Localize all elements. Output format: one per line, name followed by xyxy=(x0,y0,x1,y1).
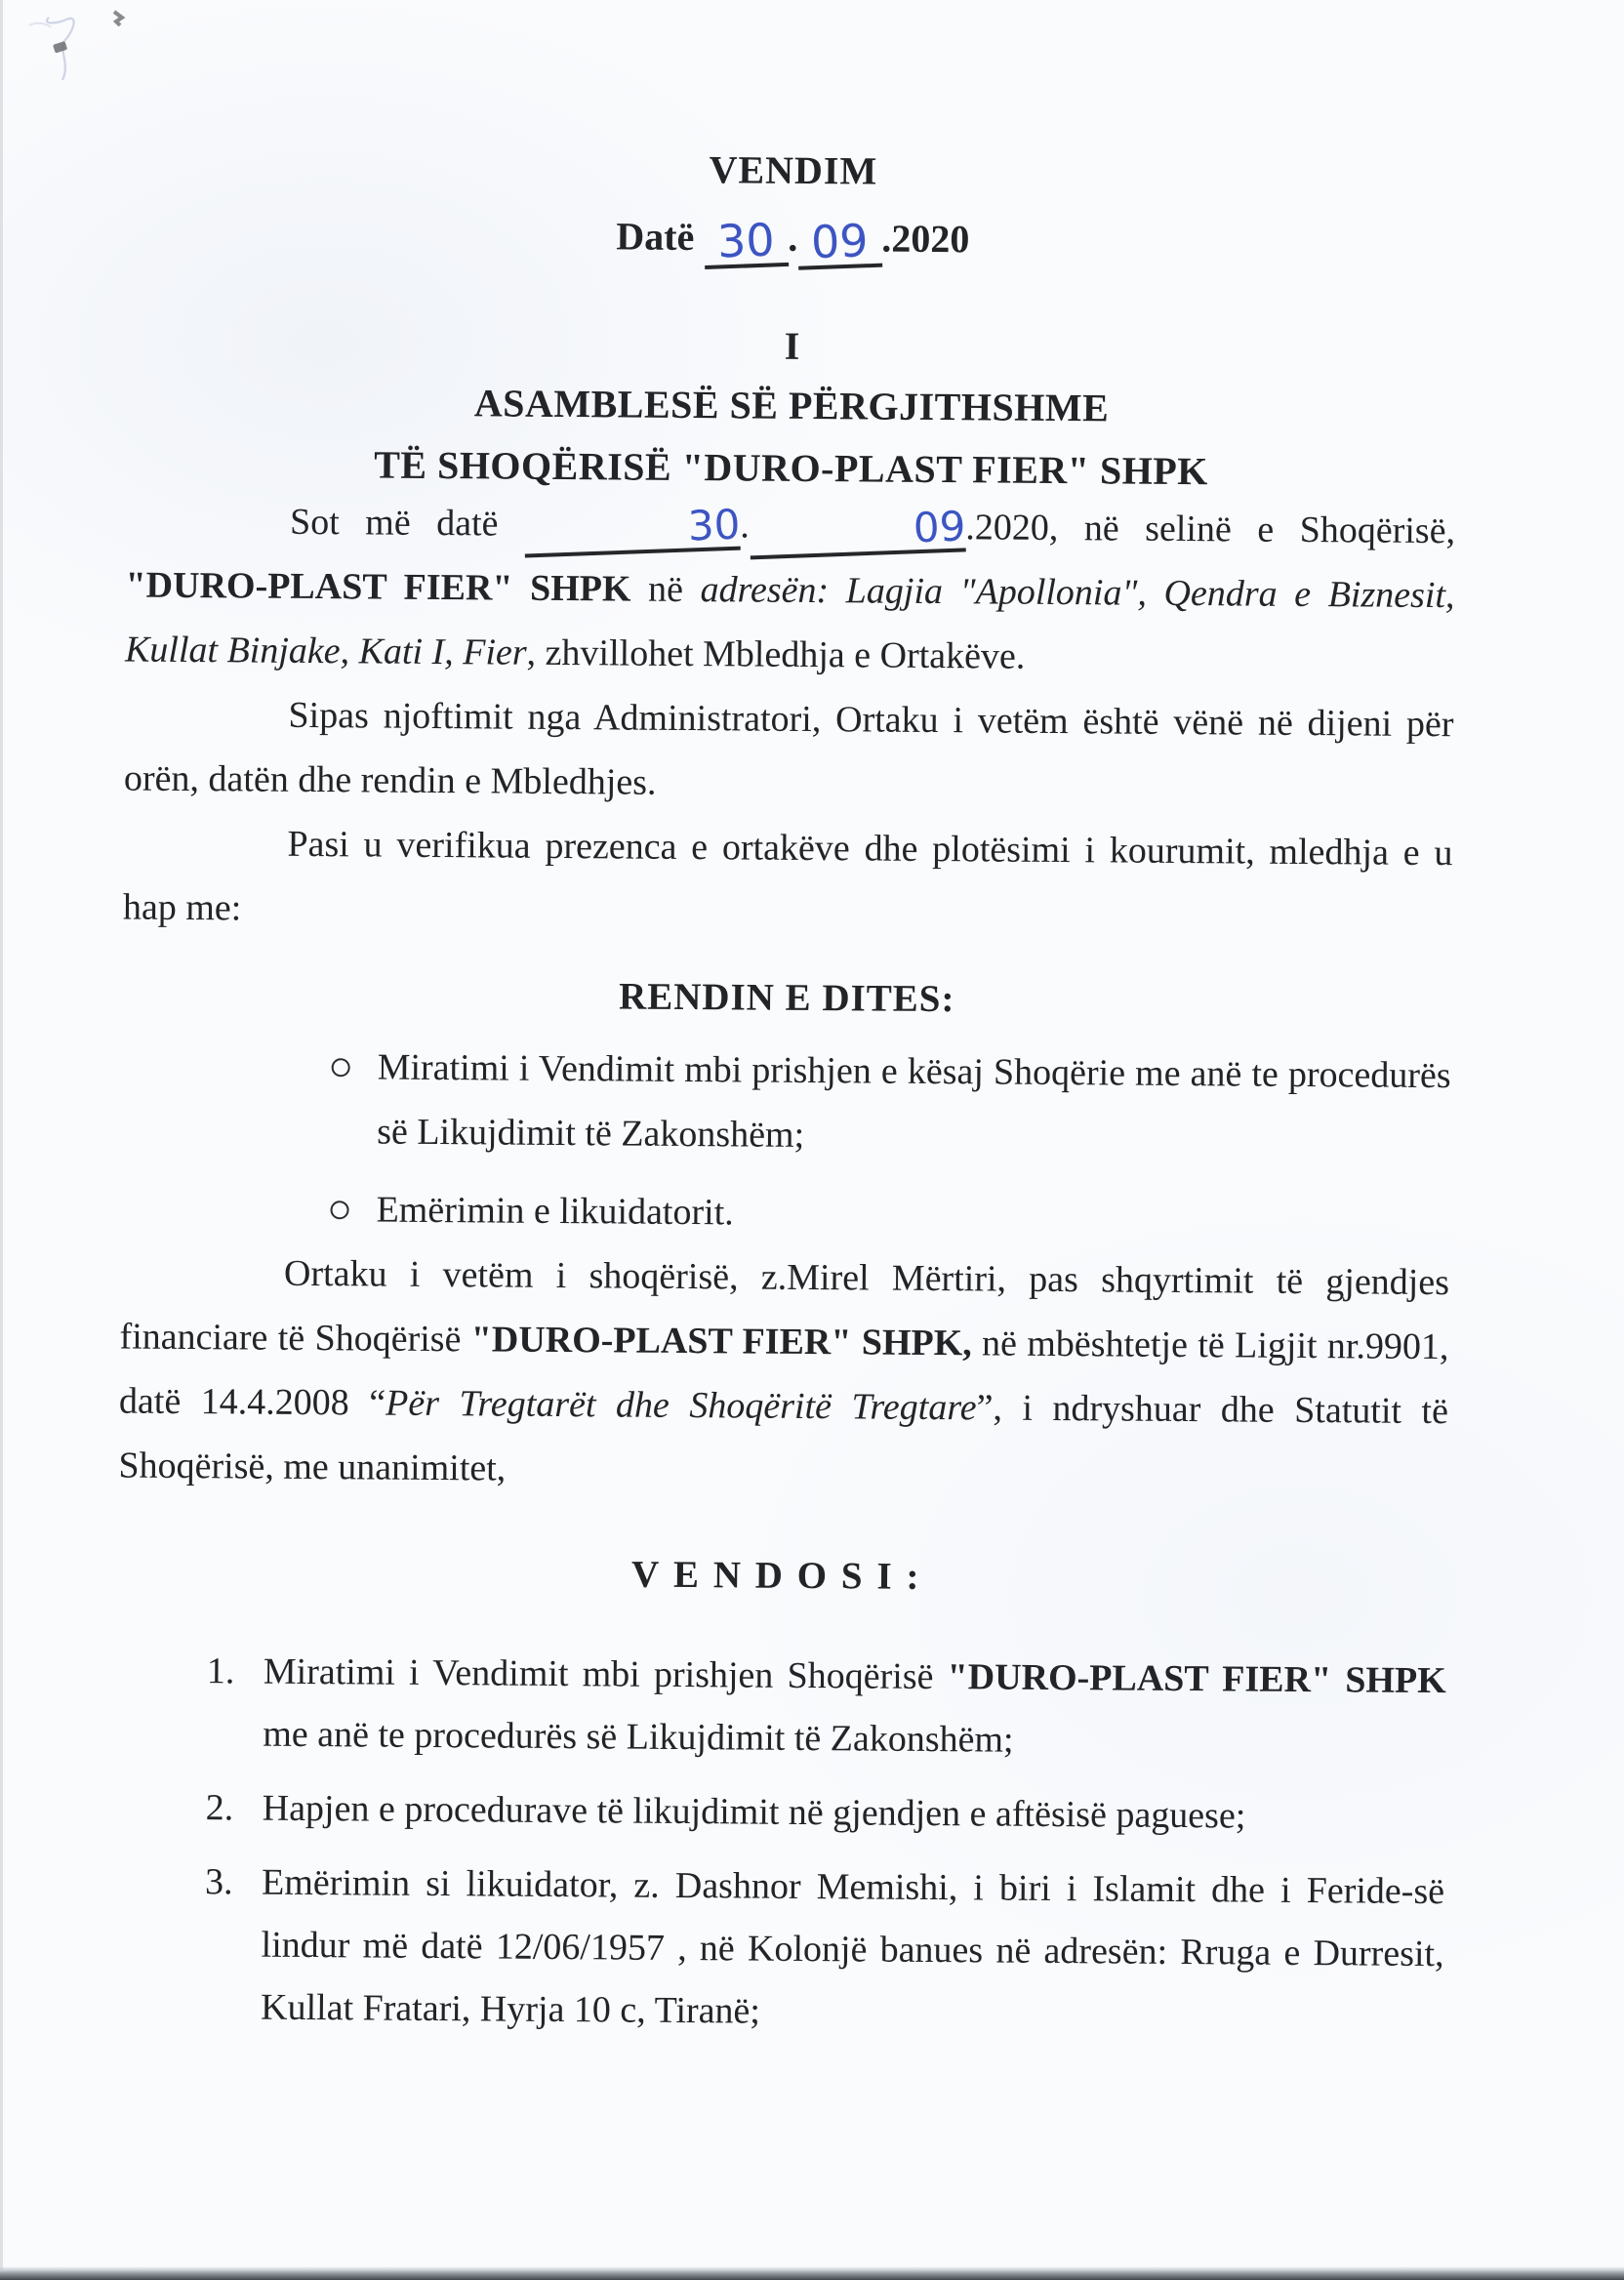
decision-text-1: Hapjen e procedurave të likujdimit në gjendjen e aftësisë paguese; xyxy=(262,1787,1246,1837)
agenda-heading: RENDIN E DITES: xyxy=(618,975,955,1021)
basis-text: Ortaku i vetëm i shoqërisë, z.Mirel Mërtiri, pas shqyrtimit të gjendjes financiare të Shoqërisë xyxy=(119,1252,1450,1361)
item-number: 3. xyxy=(204,1861,233,1903)
intro-text: Sot më datë xyxy=(289,501,525,545)
handwritten-day: 30 xyxy=(703,216,789,269)
date-dot: . xyxy=(788,215,798,260)
decision-item xyxy=(116,1639,1446,1774)
decision-item xyxy=(115,1775,1444,1849)
circle-bullet-icon xyxy=(330,1201,348,1219)
decision-item-text xyxy=(263,1641,1446,1775)
agenda-list xyxy=(120,1033,1451,1250)
handwritten-month-inline: 09 xyxy=(749,505,966,559)
date-label: Datë xyxy=(616,214,695,260)
company-name: "DURO-PLAST FIER" SHPK, xyxy=(470,1319,972,1364)
date-year: .2020 xyxy=(881,216,970,262)
doc-title: VENDIM xyxy=(709,147,878,193)
scan-bottom-edge xyxy=(0,2266,1624,2280)
decision-heading: VENDOSI: xyxy=(630,1553,934,1599)
paragraph-notice: Sipas njoftimit nga Administratori, Ortaku i vetëm është vënë në dijeni për orën, datën dhe rendin e Mbledhjes. xyxy=(123,694,1454,803)
item-number: 2. xyxy=(205,1787,234,1829)
agenda-item xyxy=(120,1175,1449,1250)
circle-bullet-icon xyxy=(332,1058,350,1077)
basis-text-2: në mbështetje të Ligjit nr.9901, datë 14.4.2008 “ xyxy=(118,1323,1449,1424)
law-title: Për Tregtarët dhe Shoqëritë Tregtare xyxy=(385,1382,977,1429)
decision-text-2: me anë te procedurës së Likujdimit të Zakonshëm; xyxy=(263,1713,1014,1761)
paragraph-decision-basis xyxy=(118,1240,1449,1508)
intro-dot: . xyxy=(740,505,751,547)
intro-text-4: , zhvillohet Mbledhja e Ortakëve. xyxy=(526,631,1026,677)
paragraph-intro xyxy=(125,488,1456,692)
decision-item xyxy=(114,1850,1444,2048)
assembly-heading: ASAMBLESË SË PËRGJITHSHME xyxy=(473,381,1110,430)
decision-item-text xyxy=(261,1852,1444,2049)
handwritten-day-inline: 30 xyxy=(523,504,741,558)
date-line xyxy=(128,203,1457,276)
item-number: 1. xyxy=(206,1650,235,1692)
basis-text-3: ”, i ndryshuar dhe Statutit të Shoqërisë, me unanimitet, xyxy=(118,1387,1449,1489)
company-heading: TË SHOQËRISË "DURO-PLAST FIER" SHPK xyxy=(374,442,1209,494)
paragraph-quorum: Pasi u verifikua prezenca e ortakëve dhe plotësimi i kourumit, mledhja e u hap me: xyxy=(122,823,1453,929)
decision-item-text xyxy=(262,1777,1444,1850)
decision-text-1: Emërimin si likuidator, z. Dashnor Memishi, i biri i Islamit dhe i Feride-së lindur më datë 12/06/1957 , në Kolonjë banues në adresën: Rruga e Durresit, Kullat Fratari, Hyrja 10 c, Tiranë; xyxy=(260,1861,1445,2032)
intro-text-3: në xyxy=(630,568,701,611)
section-number: I xyxy=(784,323,800,368)
decision-list xyxy=(114,1639,1446,2048)
agenda-item-text: Miratimi i Vendimit mbi prishjen e kësaj Shoqërie me anë te procedurës së Likujdimit të Zakonshëm; xyxy=(377,1046,1451,1156)
agenda-item-text: Emërimin e likuidatorit. xyxy=(376,1189,734,1234)
company-name: "DURO-PLAST FIER" SHPK xyxy=(125,564,631,610)
handwritten-month: 09 xyxy=(796,217,882,270)
company-address: adresën: Lagjia "Apollonia", Qendra e Biznesit, Kullat Binjake, Kati I, Fier xyxy=(124,569,1455,673)
agenda-item xyxy=(121,1033,1451,1172)
intro-text-2: .2020, në selinë e Shoqërisë, xyxy=(965,507,1456,552)
decision-text-1: Miratimi i Vendimit mbi prishjen Shoqërisë xyxy=(263,1650,948,1698)
company-name: "DURO-PLAST FIER" SHPK xyxy=(947,1656,1446,1702)
